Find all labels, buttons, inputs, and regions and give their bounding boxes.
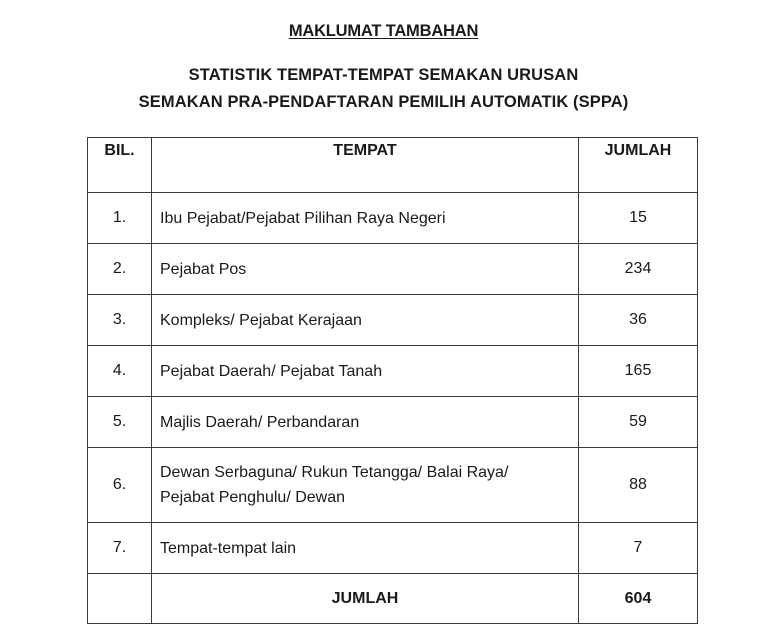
total-label: JUMLAH — [152, 574, 579, 624]
header-tempat: TEMPAT — [152, 138, 579, 193]
cell-tempat: Majlis Daerah/ Perbandaran — [152, 397, 579, 448]
header-bil: BIL. — [88, 138, 152, 193]
cell-tempat: Pejabat Pos — [152, 244, 579, 295]
cell-tempat: Ibu Pejabat/Pejabat Pilihan Raya Negeri — [152, 193, 579, 244]
cell-jumlah: 36 — [579, 295, 698, 346]
table-total-row — [88, 574, 698, 624]
table-row — [88, 295, 698, 346]
document-subtitle-line1: STATISTIK TEMPAT-TEMPAT SEMAKAN URUSAN — [188, 66, 579, 84]
cell-bil: 4. — [88, 346, 152, 397]
cell-bil: 6. — [88, 448, 152, 523]
cell-jumlah: 59 — [579, 397, 698, 448]
cell-bil: 7. — [88, 523, 152, 574]
total-value: 604 — [579, 574, 698, 624]
cell-jumlah: 15 — [579, 193, 698, 244]
cell-bil: 2. — [88, 244, 152, 295]
cell-bil: 5. — [88, 397, 152, 448]
cell-tempat: Pejabat Daerah/ Pejabat Tanah — [152, 346, 579, 397]
cell-jumlah: 88 — [579, 448, 698, 523]
table-row — [88, 523, 698, 574]
table-row — [88, 448, 698, 523]
document-title: MAKLUMAT TAMBAHAN — [288, 22, 479, 40]
cell-jumlah: 7 — [579, 523, 698, 574]
document-subtitle-line2: SEMAKAN PRA-PENDAFTARAN PEMILIH AUTOMATIK (SPPA) — [138, 93, 629, 111]
statistics-table — [87, 137, 698, 624]
cell-tempat: Dewan Serbaguna/ Rukun Tetangga/ Balai Raya/ Pejabat Penghulu/ Dewan — [152, 448, 579, 523]
cell-tempat: Tempat-tempat lain — [152, 523, 579, 574]
table-row — [88, 346, 698, 397]
cell-jumlah: 165 — [579, 346, 698, 397]
table-header-row — [88, 138, 698, 193]
cell-tempat: Kompleks/ Pejabat Kerajaan — [152, 295, 579, 346]
cell-bil: 1. — [88, 193, 152, 244]
table-row — [88, 244, 698, 295]
table-row — [88, 397, 698, 448]
cell-total-empty — [88, 574, 152, 624]
cell-bil: 3. — [88, 295, 152, 346]
header-jumlah: JUMLAH — [579, 138, 698, 193]
cell-jumlah: 234 — [579, 244, 698, 295]
table-row — [88, 193, 698, 244]
